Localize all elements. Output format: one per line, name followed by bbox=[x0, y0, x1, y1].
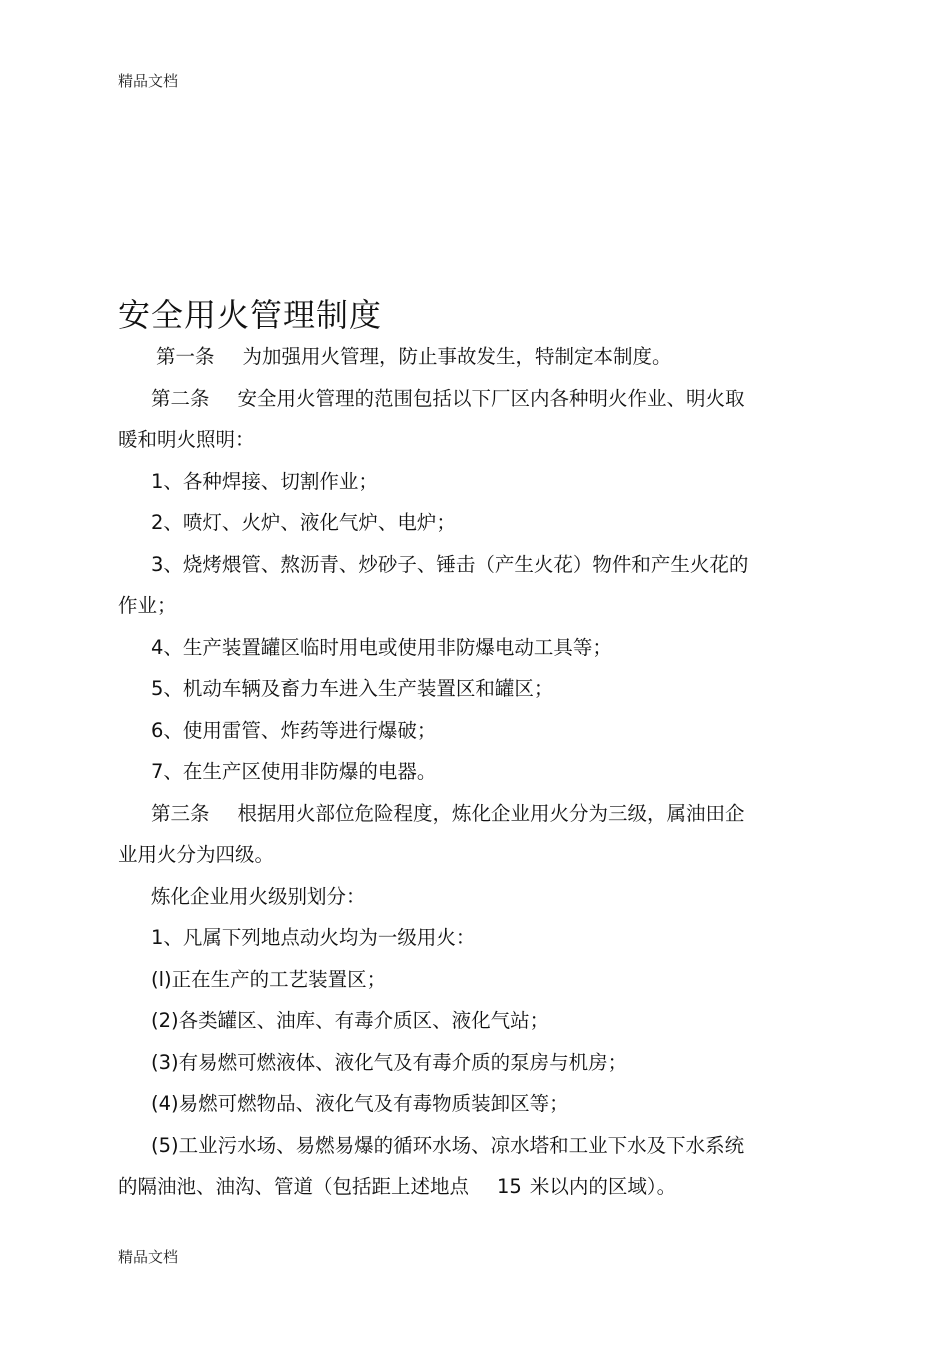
article-2-continuation: 暖和明火照明： bbox=[118, 428, 255, 451]
article-3-continuation: 业用火分为四级。 bbox=[118, 843, 275, 866]
level-1-item-continuation bbox=[118, 1175, 793, 1217]
document-body bbox=[118, 345, 793, 1217]
article-2 bbox=[118, 387, 793, 429]
document-title: 安全用火管理制度 bbox=[118, 296, 383, 334]
article-1-label: 第一条 bbox=[156, 345, 215, 368]
level-1-heading: 1、凡属下列地点动火均为一级用火： bbox=[151, 926, 476, 949]
article-3 bbox=[118, 802, 793, 844]
scope-item: 2、喷灯、火炉、液化气炉、电炉； bbox=[151, 511, 456, 534]
scope-item: 3、烧烤煨管、熬沥青、炒砂子、锤击（产生火花）物件和产生火花的 bbox=[151, 552, 749, 576]
article-1 bbox=[118, 345, 793, 387]
article-2-text-line1: 安全用火管理的范围包括以下厂区内各种明火作业、明火取 bbox=[237, 386, 745, 410]
level-section-heading: 炼化企业用火级别划分： bbox=[151, 884, 366, 908]
level-1-item: (l)正在生产的工艺装置区； bbox=[151, 967, 387, 991]
scope-item: 4、生产装置罐区临时用电或使用非防爆电动工具等； bbox=[151, 635, 612, 659]
level-1-item: (4)易燃可燃物品、液化气及有毒物质装卸区等； bbox=[151, 1092, 569, 1115]
scope-item-continuation: 作业； bbox=[118, 594, 177, 617]
scope-item: 7、在生产区使用非防爆的电器。 bbox=[151, 760, 437, 783]
article-3-label: 第三条 bbox=[151, 801, 210, 825]
article-2-label: 第二条 bbox=[151, 386, 210, 410]
last-line-pre: 的隔油池、油沟、管道（包括距上述地点 bbox=[118, 1175, 470, 1198]
level-1-item: (3)有易燃可燃液体、液化气及有毒介质的泵房与机房； bbox=[151, 1050, 628, 1074]
level-1-item: (5)工业污水场、易燃易爆的循环水场、凉水塔和工业下水及下水系统 bbox=[151, 1133, 745, 1157]
scope-item: 6、使用雷管、炸药等进行爆破； bbox=[151, 718, 437, 742]
scope-item: 5、机动车辆及畜力车进入生产装置区和罐区； bbox=[151, 677, 554, 700]
last-line-number: 15 bbox=[497, 1175, 522, 1198]
article-3-text-line1: 根据用火部位危险程度，炼化企业用火分为三级，属油田企 bbox=[237, 801, 745, 825]
article-1-text: 为加强用火管理，防止事故发生，特制定本制度。 bbox=[242, 345, 672, 368]
page-header: 精品文档 bbox=[118, 72, 179, 90]
last-line-post: 米以内的区域）。 bbox=[529, 1175, 677, 1198]
scope-item: 1、各种焊接、切割作业； bbox=[151, 469, 378, 493]
level-1-item: (2)各类罐区、油库、有毒介质区、液化气站； bbox=[151, 1009, 550, 1032]
page-footer: 精品文档 bbox=[118, 1248, 179, 1266]
